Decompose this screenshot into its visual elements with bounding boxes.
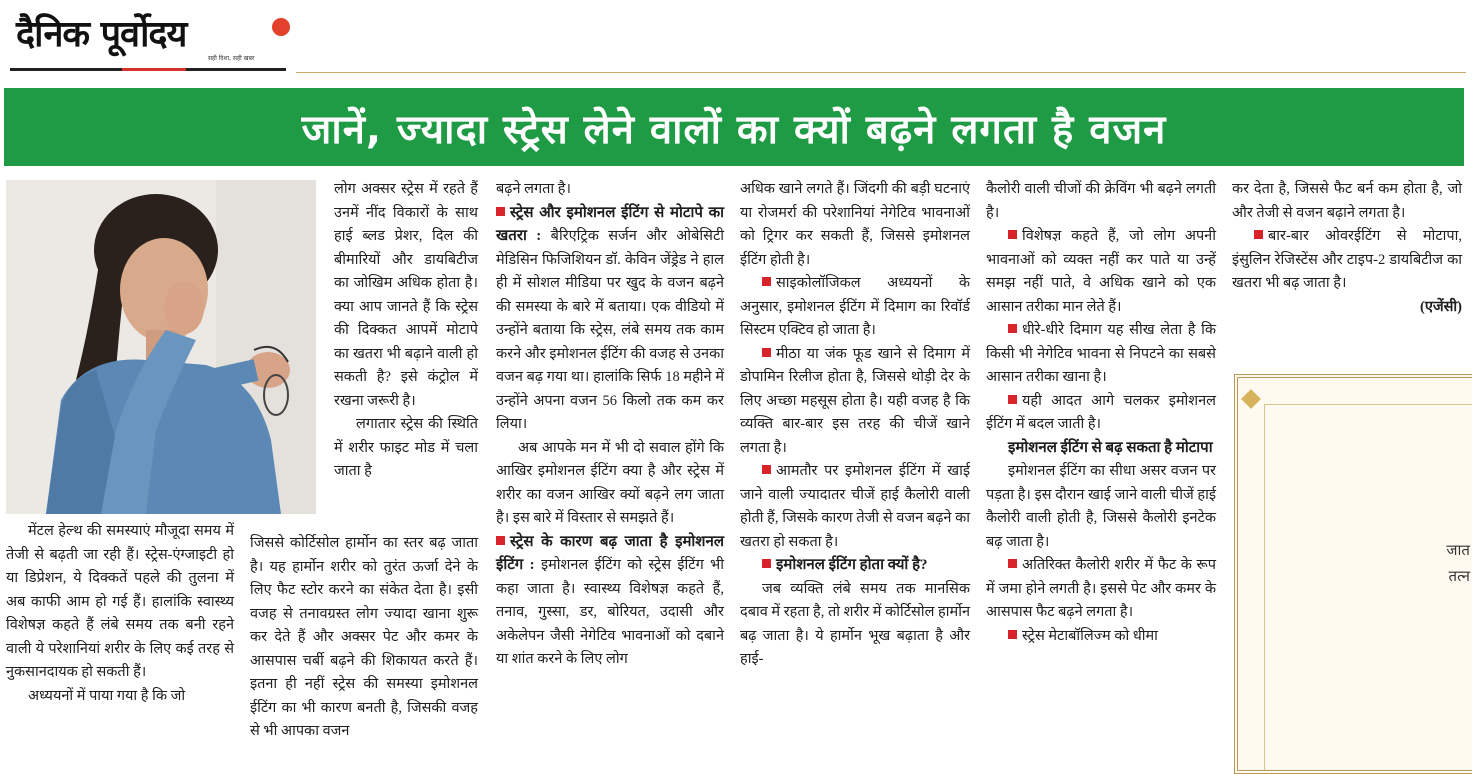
bullet-icon	[1008, 230, 1017, 239]
ad-text: जात	[1446, 541, 1470, 559]
article-headline: जानें, ज्यादा स्ट्रेस लेने वालों का क्यों बढ़ने लगता है वजन	[301, 106, 1167, 153]
subheading: इमोशनल ईटिंग होता क्यों है?	[776, 557, 928, 573]
paragraph: इमोशनल ईटिंग को स्ट्रेस ईटिंग भी कहा जाता है। स्वास्थ्य विशेषज्ञ कहते हैं, तनाव, गुस्सा, डर, बोरियत, उदासी और अकेलेपन जैसी नेगेटिव भावनाओं को दबाने या शांत करने के लिए लोग	[496, 557, 724, 667]
logo-dot-icon	[272, 18, 290, 36]
paragraph: विशेषज्ञ कहते हैं, जो लोग अपनी भावनाओं को व्यक्त नहीं कर पाते या उन्हें समझ नहीं पाते, वे अधिक खाने को एक आसान तरीका मान लेते हैं।	[986, 228, 1216, 315]
paragraph: अतिरिक्त कैलोरी शरीर में फैट के रूप में जमा होने लगती है। इससे पेट और कमर के आसपास फैट बढ़ने लगता है।	[986, 557, 1216, 620]
bullet-icon	[762, 277, 771, 286]
paragraph: कैलोरी वाली चीजों की क्रेविंग भी बढ़ने लगती है।	[986, 181, 1216, 221]
bullet-icon	[762, 348, 771, 357]
paragraph: बार-बार ओवरईटिंग से मोटापा, इंसुलिन रेजिस्टेंस और टाइप-2 डायबिटीज का खतरा भी बढ़ जाता है।	[1232, 228, 1462, 291]
bullet-icon	[496, 207, 505, 216]
bullet-icon	[496, 536, 505, 545]
adjacent-ad-box[interactable]	[1234, 374, 1472, 774]
paragraph: साइकोलॉजिकल अध्ययनों के अनुसार, इमोशनल ईटिंग में दिमाग का रिवॉर्ड सिस्टम एक्टिव हो जाता है।	[740, 275, 970, 338]
paragraph: लगातार स्ट्रेस की स्थिति में शरीर फाइट मोड में चला जाता है	[334, 416, 478, 479]
paragraph: जब व्यक्ति लंबे समय तक मानसिक दबाव में रहता है, तो शरीर में कोर्टिसोल हार्मोन बढ़ जाता है। ये हार्मोन भूख बढ़ाता है और हाई-	[740, 580, 970, 667]
paragraph: अध्ययनों में पाया गया है कि जो	[28, 687, 186, 704]
paragraph: इमोशनल ईटिंग का सीधा असर वजन पर पड़ता है। इस दौरान खाई जाने वाली चीजें हाई कैलोरी वाली होती है, जिससे कैलोरी इनटेक बढ़ जाता है।	[986, 463, 1216, 550]
paragraph: अधिक खाने लगते हैं। जिंदगी की बड़ी घटनाएं या रोजमर्रा की परेशानियां नेगेटिव भावनाओं को ट्रिगर कर सकती हैं, जिससे इमोशनल ईटिंग होती है।	[740, 181, 970, 268]
paragraph: यही आदत आगे चलकर इमोशनल ईटिंग में बदल जाती है।	[986, 392, 1216, 432]
bullet-icon	[1254, 230, 1263, 239]
bullet-icon	[762, 465, 771, 474]
masthead-tagline: सही दिशा, सही खबर	[208, 55, 255, 62]
ad-text: तत्न	[1448, 567, 1470, 585]
column-2-top	[334, 178, 478, 484]
ad-inner-frame	[1264, 404, 1472, 774]
column-5	[986, 178, 1216, 648]
paragraph: मेंटल हेल्थ की समस्याएं मौजूदा समय में तेजी से बढ़ती जा रही हैं। स्ट्रेस-एंग्जाइटी हो या डिप्रेशन, ये दिक्कतें पहले की तुलना में अब काफी आम हो गई हैं। हालांकि स्वास्थ्य विशेषज्ञ कहते हैं लंबे समय तक बनी रहने वाली ये परेशानियां शरीर के लिए कई तरह से नुकसानदायक हो सकती हैं।	[6, 523, 234, 680]
byline: (एजेंसी)	[1420, 298, 1462, 315]
masthead	[10, 4, 296, 74]
paragraph: बैरिएट्रिक सर्जन और ओबेसिटी मेडिसिन फिजिशियन डॉ. केविन जेंड्रेड ने हाल ही में सोशल मीडिया पर खुद के वजन बढ़ने की समस्या के बारे में बताया। एक वीडियो में उन्होंने बताया कि स्ट्रेस, लंबे समय तक काम करने और इमोशनल ईटिंग की वजह से उनका वजन बढ़ गया था। हालांकि सिर्फ 18 महीने में उन्होंने अपना वजन 56 किलो तक कम कर लिया।	[496, 228, 725, 432]
woman-stressed-photo-icon	[6, 180, 316, 514]
newspaper-logo[interactable]: दैनिक पूर्वोदय	[16, 13, 187, 55]
header-divider	[296, 72, 1466, 73]
bullet-icon	[1008, 559, 1017, 568]
paragraph: आमतौर पर इमोशनल ईटिंग में खाई जाने वाली ज्यादातर चीजें हाई कैलोरी वाली होती हैं, जिसके कारण तेजी से वजन बढ़ने का खतरा हो सकता है।	[740, 463, 970, 550]
paragraph: कर देता है, जिससे फैट बर्न कम होता है, जो और तेजी से वजन बढ़ाने लगता है।	[1232, 181, 1462, 221]
paragraph: जिससे कोर्टिसोल हार्मोन का स्तर बढ़ जाता है। यह हार्मोन शरीर को तुरंत ऊर्जा देने के लिए फैट स्टोर करने का संकेत देता है। इसी वजह से तनावग्रस्त लोग ज्यादा खाना शुरू कर देते हैं और अक्सर पेट और कमर के आसपास चर्बी बढ़ने की शिकायत करते हैं। इतना ही नहीं स्ट्रेस की समस्या इमोशनल ईटिंग का भी कारण बनती है, जिसकी वजह से भी आपका वजन	[250, 535, 478, 739]
subheading: स्ट्रेस के कारण बढ़ जाता है इमोशनल ईटिंग :	[496, 533, 724, 573]
column-2-bottom	[250, 532, 478, 744]
column-4	[740, 178, 970, 672]
paragraph: लोग अक्सर स्ट्रेस में रहते हैं उनमें नींद विकारों के साथ हाई ब्लड प्रेशर, दिल की बीमारियों और डायबिटीज का जोखिम अधिक होता है। क्या आप जानते हैं कि स्ट्रेस की दिक्कत आपमें मोटापे का खतरा भी बढ़ाने वाली हो सकती है? इसे कंट्रोल में रखना जरूरी है।	[334, 181, 478, 409]
headline-banner	[4, 88, 1464, 166]
column-6	[1232, 178, 1462, 319]
paragraph: बढ़ने लगता है।	[496, 181, 571, 197]
ornament-diamond-icon	[1241, 389, 1261, 409]
paragraph: अब आपके मन में भी दो सवाल होंगे कि आखिर इमोशनल ईटिंग क्या है और स्ट्रेस में शरीर का वजन आखिर क्यों बढ़ने लग जाता है। इस बारे में विस्तार से समझते हैं।	[496, 439, 724, 526]
article-photo	[6, 180, 316, 514]
paragraph: धीरे-धीरे दिमाग यह सीख लेता है कि किसी भी नेगेटिव भावना से निपटने का सबसे आसान तरीका खाना है।	[986, 322, 1216, 385]
subheading: इमोशनल ईटिंग से बढ़ सकता है मोटापा	[1008, 439, 1213, 456]
subheading: स्ट्रेस और इमोशनल ईटिंग से मोटापे का खतरा :	[496, 204, 724, 244]
column-1-bottom	[6, 520, 234, 708]
bullet-icon	[1008, 324, 1017, 333]
bullet-icon	[1008, 630, 1017, 639]
bullet-icon	[762, 559, 771, 568]
masthead-red-accent	[122, 68, 186, 71]
bullet-icon	[1008, 395, 1017, 404]
paragraph: स्ट्रेस मेटाबॉलिज्म को धीमा	[1022, 627, 1158, 644]
column-3	[496, 178, 724, 672]
paragraph: मीठा या जंक फूड खाने से दिमाग में डोपामिन रिलीज होता है, जिससे थोड़ी देर के लिए अच्छा महसूस होता है। यही वजह है कि व्यक्ति बार-बार इस तरह की चीजें खाने लगता है।	[740, 345, 970, 456]
